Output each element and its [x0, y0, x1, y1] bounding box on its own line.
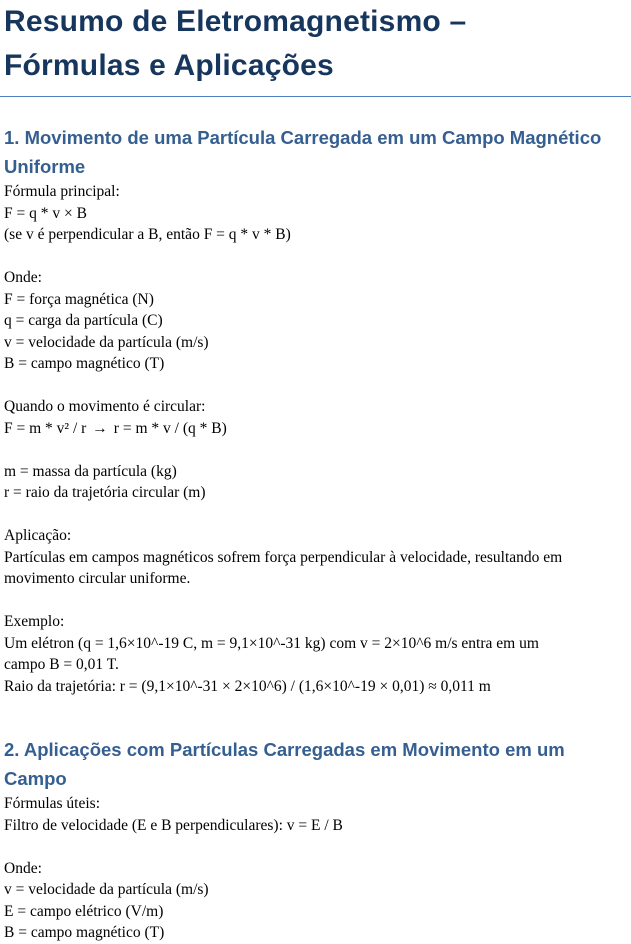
where-label: Onde: — [4, 269, 42, 286]
radius-formula: r = m * v / (q * B) — [113, 419, 227, 437]
variable-line: B = campo magnético (T) — [4, 924, 165, 941]
section-2-heading: 2. Aplicações com Partículas Carregadas em Movimento em um Campo — [4, 739, 565, 789]
section-1 — [4, 123, 629, 697]
section-1-heading — [4, 123, 629, 181]
title-divider — [0, 96, 631, 97]
where-label: Onde: — [4, 859, 42, 877]
variable-line: F = força magnética (N) — [4, 290, 154, 308]
formula-note: (se v é perpendicular a B, então F = q * v * B) — [4, 226, 291, 243]
example-text-line-2: campo B = 0,01 T. — [4, 656, 119, 673]
right-arrow-icon: → — [92, 419, 108, 437]
variable-line: q = carga da partícula (C) — [4, 312, 163, 329]
variable-line: m = massa da partícula (kg) — [4, 462, 177, 480]
formula: F = q * v × B — [4, 204, 87, 222]
variable-line: E = campo elétrico (V/m) — [4, 902, 164, 920]
variable-line: r = raio da trajetória circular (m) — [4, 484, 206, 501]
variable-line: B = campo magnético (T) — [4, 355, 165, 372]
velocity-filter-formula: Filtro de velocidade (E e B perpendiculares): v = E / B — [4, 816, 343, 834]
formula-label: Fórmula principal: — [4, 183, 120, 200]
variable-line: v = velocidade da partícula (m/s) — [4, 881, 209, 898]
section-2 — [4, 735, 629, 944]
section-1-heading-line-2: Uniforme — [4, 156, 86, 177]
title-line-1: Resumo de Eletromagnetismo – — [4, 5, 467, 38]
example-result: Raio da trajetória: r = (9,1×10^-31 × 2×10^6) / (1,6×10^-19 × 0,01) ≈ 0,011 m — [4, 677, 491, 695]
application-label: Aplicação: — [4, 527, 72, 544]
document-title — [4, 0, 629, 88]
example-label: Exemplo: — [4, 613, 65, 630]
variable-line: v = velocidade da partícula (m/s) — [4, 333, 209, 351]
useful-formulas-label: Fórmulas úteis: — [4, 795, 101, 812]
circular-formula — [4, 418, 629, 440]
section-1-heading-line-1: 1. Movimento de uma Partícula Carregada em um Campo Magnético — [4, 127, 602, 148]
circular-force-formula: F = m * v² / r — [4, 419, 87, 437]
example-text-line-1: Um elétron (q = 1,6×10^-19 C, m = 9,1×10^-31 kg) com v = 2×10^6 m/s entra em um — [4, 634, 539, 652]
application-text-line-1: Partículas em campos magnéticos sofrem força perpendicular à velocidade, resultando em — [4, 548, 563, 566]
circular-label: Quando o movimento é circular: — [4, 398, 206, 415]
document-page — [4, 0, 629, 944]
application-text-line-2: movimento circular uniforme. — [4, 570, 191, 587]
title-line-2: Fórmulas e Aplicações — [4, 49, 334, 82]
